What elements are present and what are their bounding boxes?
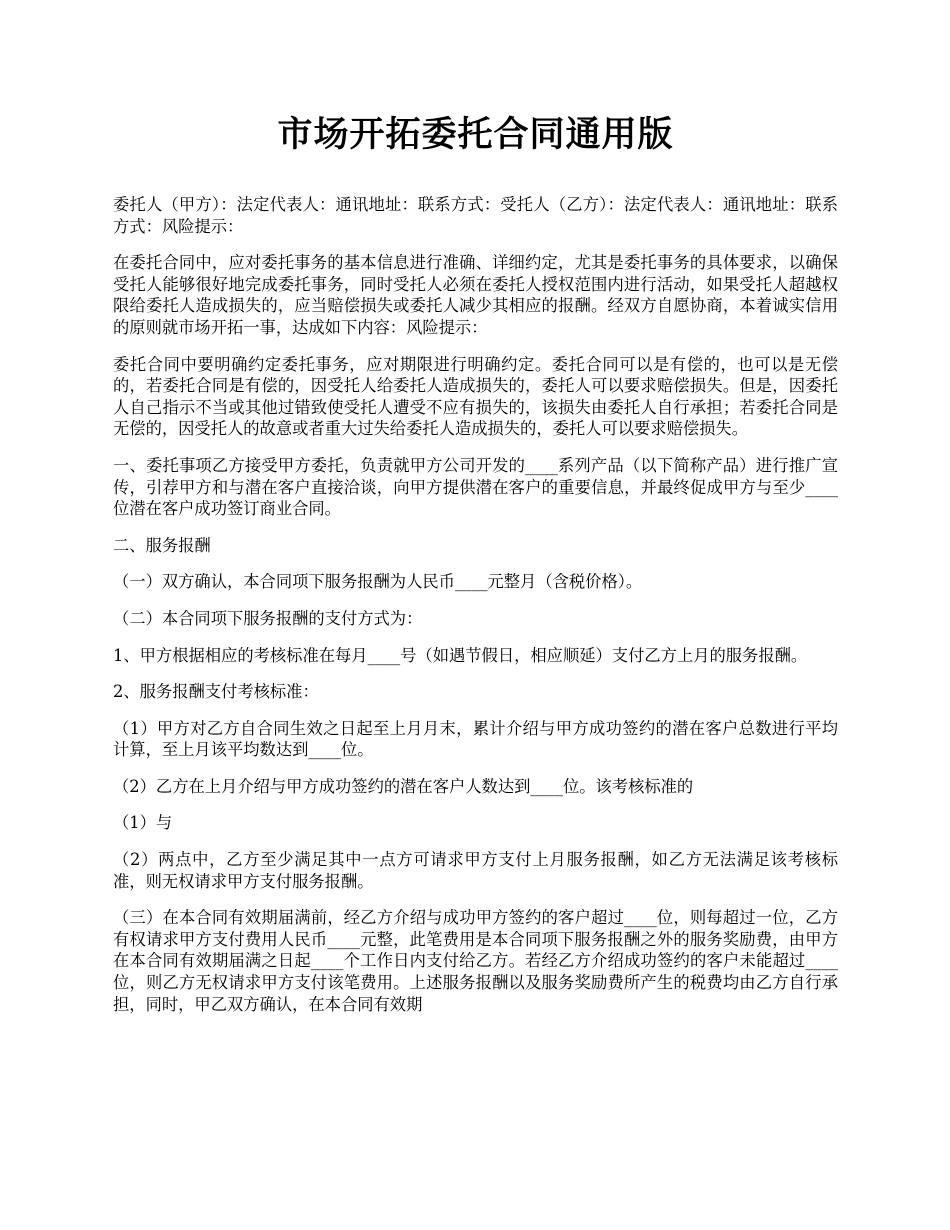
criteria-item-2: （2）乙方在上月介绍与甲方成功签约的潜在客户人数达到____位。该考核标准的 bbox=[113, 776, 694, 796]
clause-1-entrusted-matters: 一、委托事项乙方接受甲方委托，负责就甲方公司开发的____系列产品（以下简称产品）进行推广宣传，引荐甲方和与潜在客户直接洽谈，向甲方提供潜在客户的重要信息，并最终促成甲方与至少____位潜在客户成功签订商业合同。 bbox=[113, 455, 838, 519]
risk-note-paragraph-2: 委托合同中要明确约定委托事务，应对期限进行明确约定。委托合同可以是有偿的，也可以是无偿的，若委托合同是有偿的，因受托人给委托人造成损失的，委托人可以要求赔偿损失。但是，因委托人自己指示不当或其他过错致使受托人遭受不应有损失的，该损失由委托人自行承担；若委托合同是无偿的，因受托人的故意或者重大过失给委托人造成损失的，委托人可以要求赔偿损失。 bbox=[113, 354, 838, 439]
criteria-fragment-2: （2）两点中，乙方至少满足其中一点方可请求甲方支付上月服务报酬，如乙方无法满足该考核标准，则无权请求甲方支付服务报酬。 bbox=[113, 850, 838, 891]
payment-item-1: 1、甲方根据相应的考核标准在每月____号（如遇节假日，相应顺延）支付乙方上月的服务报酬。 bbox=[113, 645, 808, 665]
clause-2-1-remuneration: （一）双方确认，本合同项下服务报酬为人民币____元整月（含税价格）。 bbox=[113, 572, 643, 592]
clause-2-2-payment-method: （二）本合同项下服务报酬的支付方式为： bbox=[113, 608, 423, 628]
criteria-fragment-1: （1）与 bbox=[113, 813, 173, 833]
payment-item-2: 2、服务报酬支付考核标准： bbox=[113, 682, 319, 702]
risk-note-paragraph: 在委托合同中，应对委托事务的基本信息进行准确、详细约定，尤其是委托事务的具体要求，以确保受托人能够很好地完成委托事务，同时受托人必须在委托人授权范围内进行活动，如果受托人超越权限给委托人造成损失的，应当赔偿损失或委托人减少其相应的报酬。经双方自愿协商，本着诚实信用的原则就市场开拓一事，达成如下内容：风险提示： bbox=[113, 253, 838, 337]
clause-2-heading: 二、服务报酬 bbox=[113, 535, 211, 555]
document-title: 市场开拓委托合同通用版 bbox=[277, 114, 674, 155]
parties-paragraph: 委托人（甲方）：法定代表人：通讯地址：联系方式：受托人（乙方）：法定代表人：通讯地址：联系方式：风险提示： bbox=[113, 195, 838, 236]
clause-2-3-bonus: （三）在本合同有效期届满前，经乙方介绍与成功甲方签约的客户超过____位，则每超过一位，乙方有权请求甲方支付费用人民币____元整，此笔费用是本合同项下服务报酬之外的服务奖励费，由甲方在本合同有效期届满之日起____个工作日内支付给乙方。若经乙方介绍成功签约的客户未能超过____位，则乙方无权请求甲方支付该笔费用。上述服务报酬以及服务奖励费所产生的税费均由乙方自行承担，同时，甲乙双方确认，在本合同有效期 bbox=[113, 908, 838, 1014]
criteria-item-1: （1）甲方对乙方自合同生效之日起至上月月末，累计介绍与甲方成功签约的潜在客户总数进行平均计算，至上月该平均数达到____位。 bbox=[113, 718, 838, 760]
